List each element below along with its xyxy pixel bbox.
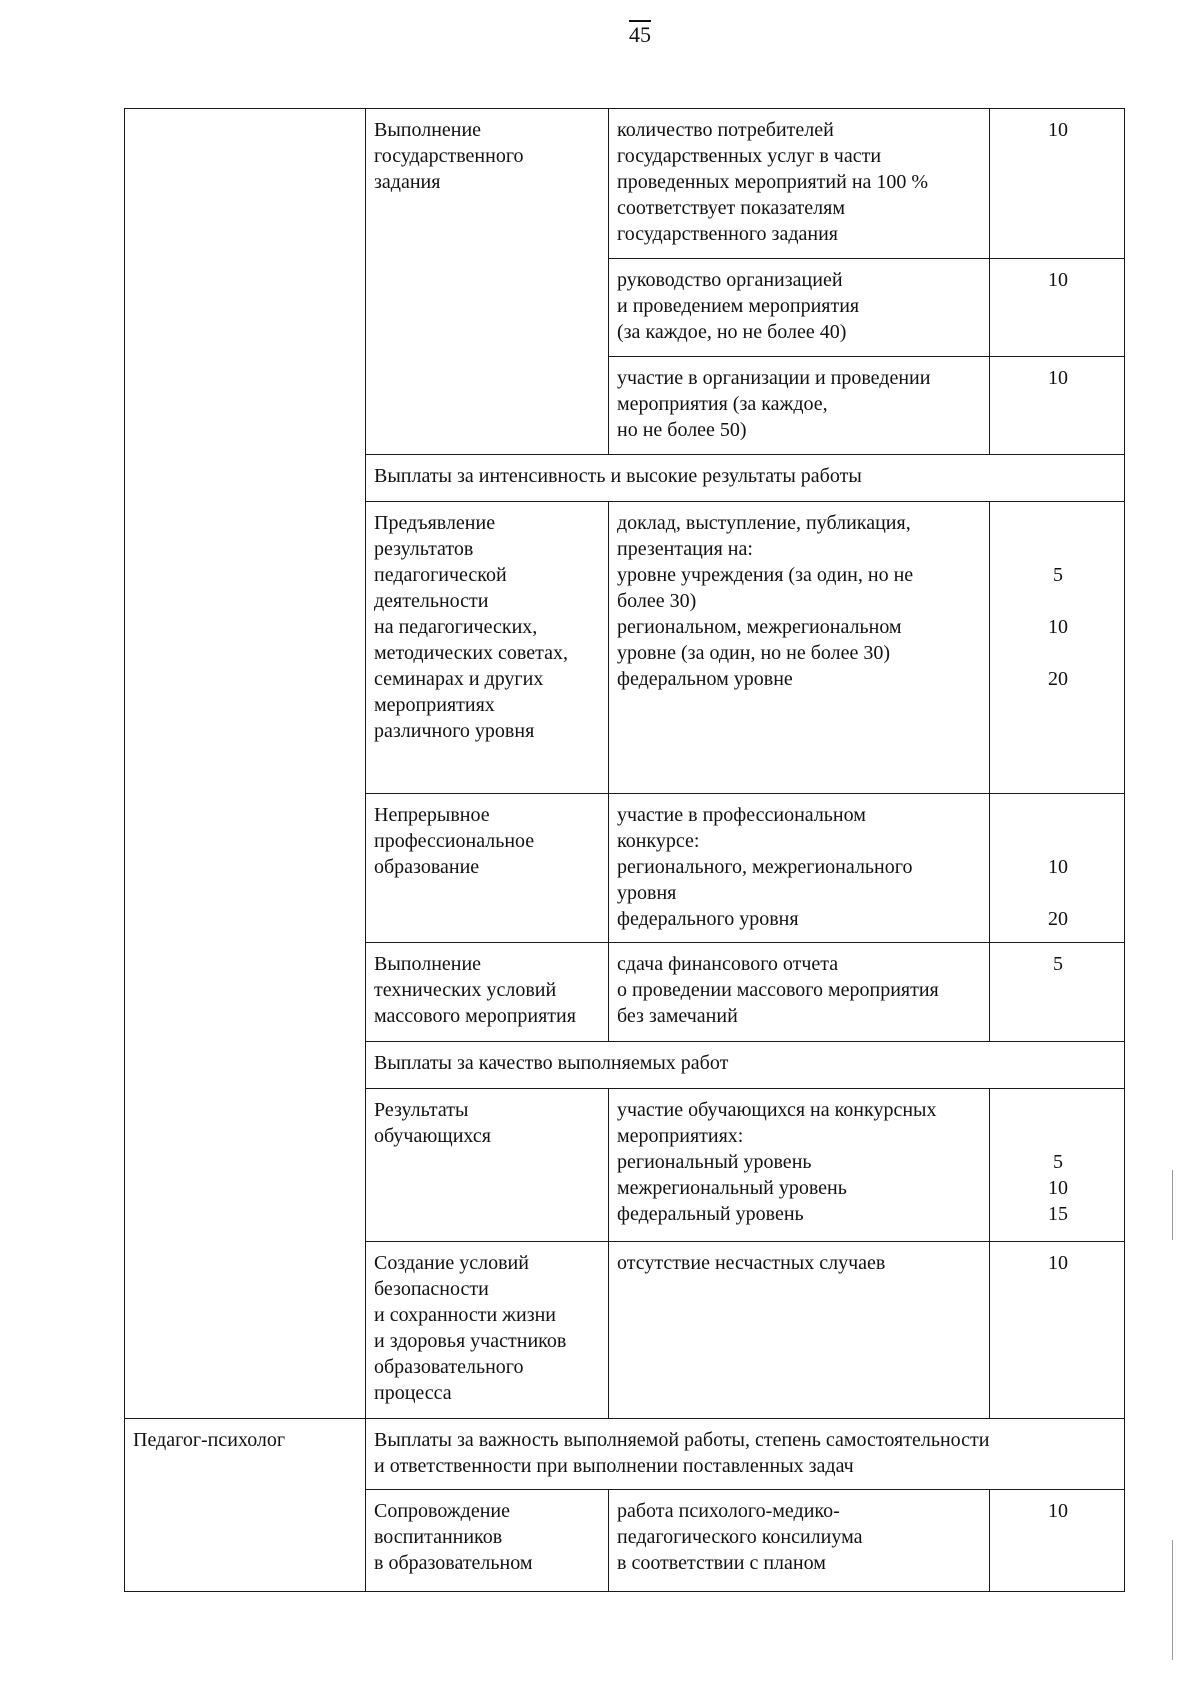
criterion-cell: Сопровождение воспитанников в образовательном	[366, 1490, 609, 1592]
score-cell: 5 10 20	[990, 502, 1125, 794]
position-cell	[125, 109, 366, 1419]
criterion-cell: Создание условий безопасности и сохранности жизни и здоровья участников образовательного процесса	[366, 1242, 609, 1419]
scan-mark	[1172, 1540, 1173, 1660]
score-cell: 10	[990, 1242, 1125, 1419]
indicator-cell: участие в профессиональном конкурсе: регионального, межрегионального уровня федерального уровня	[609, 794, 990, 943]
score-cell: 10	[990, 259, 1125, 357]
page-number: 45	[629, 22, 651, 47]
criterion-cell: Выполнение технических условий массового мероприятия	[366, 943, 609, 1042]
position-cell: Педагог-психолог	[125, 1419, 366, 1592]
score-cell: 10	[990, 109, 1125, 259]
section-heading: Выплаты за важность выполняемой работы, степень самостоятельности и ответственности при выполнении поставленных задач	[366, 1419, 1125, 1490]
section-row	[125, 1419, 1125, 1490]
indicator-cell: доклад, выступление, публикация, презентация на: уровне учреждения (за один, но не более 30) региональном, межрегиональном уровне (за один, но не более 30) федеральном уровне	[609, 502, 990, 794]
score-cell: 5 10 15	[990, 1089, 1125, 1242]
score-cell: 5	[990, 943, 1125, 1042]
section-heading: Выплаты за качество выполняемых работ	[366, 1042, 1125, 1089]
table-row	[125, 109, 1125, 259]
criterion-cell: Непрерывное профессиональное образование	[366, 794, 609, 943]
criterion-cell: Предъявление результатов педагогической деятельности на педагогических, методических советах, семинарах и других мероприятиях различного уровня	[366, 502, 609, 794]
indicator-cell: количество потребителей государственных услуг в части проведенных мероприятий на 100 % соответствует показателям государственного задания	[609, 109, 990, 259]
score-cell: 10	[990, 1490, 1125, 1592]
section-heading: Выплаты за интенсивность и высокие результаты работы	[366, 455, 1125, 502]
payments-criteria-table	[124, 108, 1125, 1592]
indicator-cell: руководство организацией и проведением мероприятия (за каждое, но не более 40)	[609, 259, 990, 357]
criterion-cell: Результаты обучающихся	[366, 1089, 609, 1242]
score-cell: 10 20	[990, 794, 1125, 943]
score-cell: 10	[990, 357, 1125, 455]
indicator-cell: участие обучающихся на конкурсных мероприятиях: региональный уровень межрегиональный уровень федеральный уровень	[609, 1089, 990, 1242]
indicator-cell: участие в организации и проведении мероприятия (за каждое, но не более 50)	[609, 357, 990, 455]
indicator-cell: работа психолого-медико- педагогического консилиума в соответствии с планом	[609, 1490, 990, 1592]
scan-mark	[1172, 1170, 1173, 1240]
criterion-cell: Выполнение государственного задания	[366, 109, 609, 455]
indicator-cell: сдача финансового отчета о проведении массового мероприятия без замечаний	[609, 943, 990, 1042]
indicator-cell: отсутствие несчастных случаев	[609, 1242, 990, 1419]
